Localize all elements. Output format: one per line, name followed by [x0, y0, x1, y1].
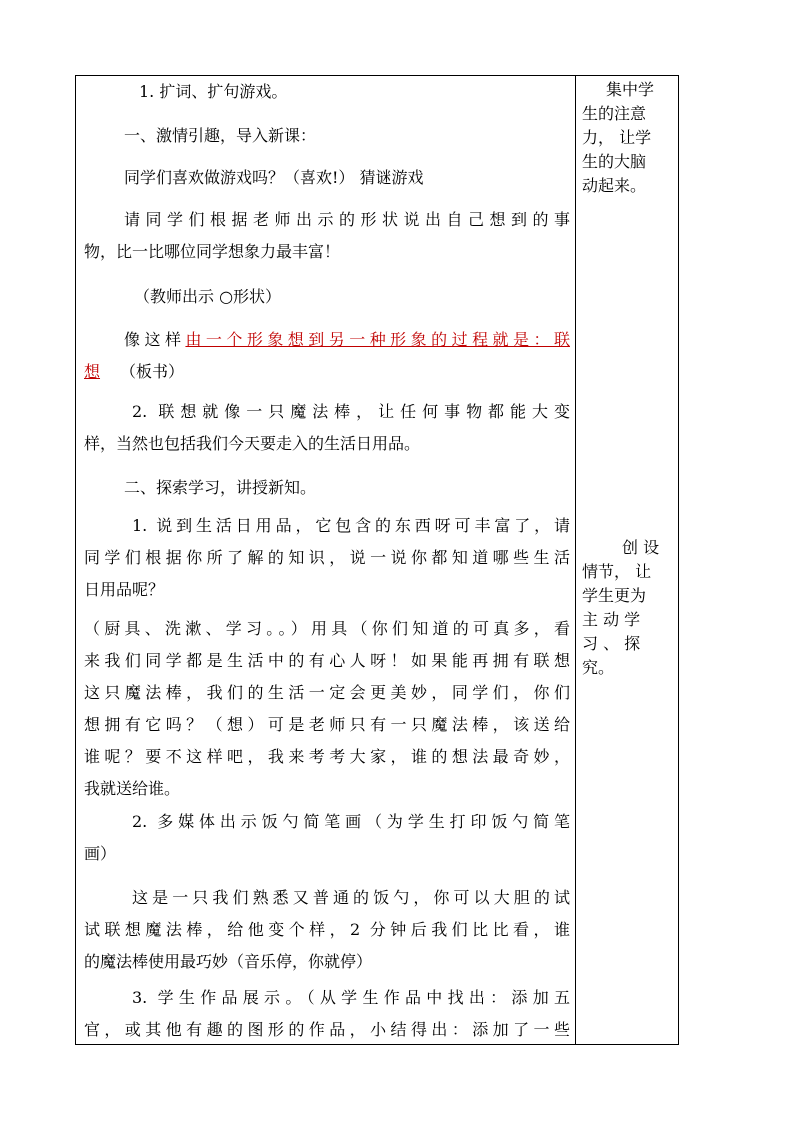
- note-line: 动起来。: [582, 176, 647, 195]
- note-line: 生的注意: [582, 104, 647, 123]
- note-line: 情节， 让: [582, 562, 652, 581]
- design-note-attention: [582, 78, 676, 198]
- paragraph: [84, 982, 570, 1046]
- text-line: 同学们根据你所了解的知识，说一说你都知道哪些生活: [84, 548, 570, 567]
- note-line: 学生更为: [582, 586, 647, 605]
- text-line: 同学们喜欢做游戏吗？（喜欢!） 猜谜游戏: [124, 168, 424, 187]
- text-line: 画）: [84, 844, 117, 863]
- text-line: 试联想魔法棒，给他变个样，2 分钟后我们比比看，谁: [84, 920, 570, 939]
- text-line: [84, 324, 570, 356]
- column-divider: [575, 76, 576, 1044]
- text-line: （厨具、洗漱、学习。。）用具（你们知道的可真多，看: [84, 619, 570, 638]
- text-line: 官，或其他有趣的图形的作品，小结得出：添加了一些: [84, 1020, 570, 1039]
- text-line: 日用品呢？: [84, 580, 165, 599]
- text-line: 二、探索学习，讲授新知。: [124, 478, 317, 497]
- text-line: 想拥有它吗？（想）可是老师只有一只魔法棒，该送给: [84, 715, 570, 734]
- text-line: 物，比一比哪位同学想象力最丰富！: [84, 242, 341, 261]
- paragraph: [84, 510, 570, 606]
- text-line: 1. 扩词、扩句游戏。: [139, 82, 288, 101]
- text-line: 2. 联想就像一只魔法棒，让任何事物都能大变: [132, 402, 570, 421]
- paragraph: [84, 806, 570, 870]
- text-line: 这只魔法棒，我们的生活一定会更美妙，同学们，你们: [84, 683, 570, 702]
- text-line: 的魔法棒使用最巧妙（音乐停，你就停）: [84, 952, 373, 971]
- definition-highlight: 由一个形象想到另一种形象的过程就是：联: [185, 330, 570, 349]
- note-line: 主 动 学: [582, 610, 641, 629]
- text-line: 样，当然也包括我们今天要走入的生活日用品。: [84, 434, 421, 453]
- text-line: 我就送给谁。: [84, 779, 181, 798]
- paragraph: [84, 396, 570, 460]
- note-line: 创 设: [622, 538, 660, 557]
- note-line: 集中学: [606, 80, 655, 99]
- note-line: 力， 让学: [582, 128, 652, 147]
- lesson-table: [75, 75, 679, 1045]
- note-line: 生的大脑: [582, 152, 647, 171]
- text-line: （教师出示 ○形状）: [134, 287, 282, 306]
- text-prefix: 像这样: [124, 330, 186, 349]
- paragraph: [84, 613, 570, 805]
- text-line: 来我们同学都是生活中的有心人呀！如果能再拥有联想: [84, 651, 570, 670]
- note-line: 习 、 探: [582, 634, 641, 653]
- text-line: 3. 学生作品展示。（从学生作品中找出：添加五: [132, 988, 570, 1007]
- definition-highlight: 想: [84, 362, 101, 381]
- text-line: 这是一只我们熟悉又普通的饭勺，你可以大胆的试: [132, 888, 570, 907]
- text-line: 谁呢？要不这样吧，我来考考大家，谁的想法最奇妙，: [84, 747, 570, 766]
- note-line: 究。: [582, 658, 615, 677]
- paragraph: [84, 204, 570, 268]
- text-line: 一、激情引趣，导入新课：: [124, 126, 317, 145]
- text-line: 1. 说到生活日用品，它包含的东西呀可丰富了，请: [132, 516, 570, 535]
- association-definition: [84, 324, 570, 388]
- text-suffix: （板书）: [120, 362, 185, 381]
- text-line: 2. 多媒体出示饭勺简笔画（为学生打印饭勺简笔: [132, 812, 570, 831]
- text-line: 请同学们根据老师出示的形状说出自己想到的事: [124, 210, 570, 229]
- paragraph: [84, 882, 570, 978]
- design-note-scenario: [582, 536, 676, 680]
- text-line: [84, 356, 570, 388]
